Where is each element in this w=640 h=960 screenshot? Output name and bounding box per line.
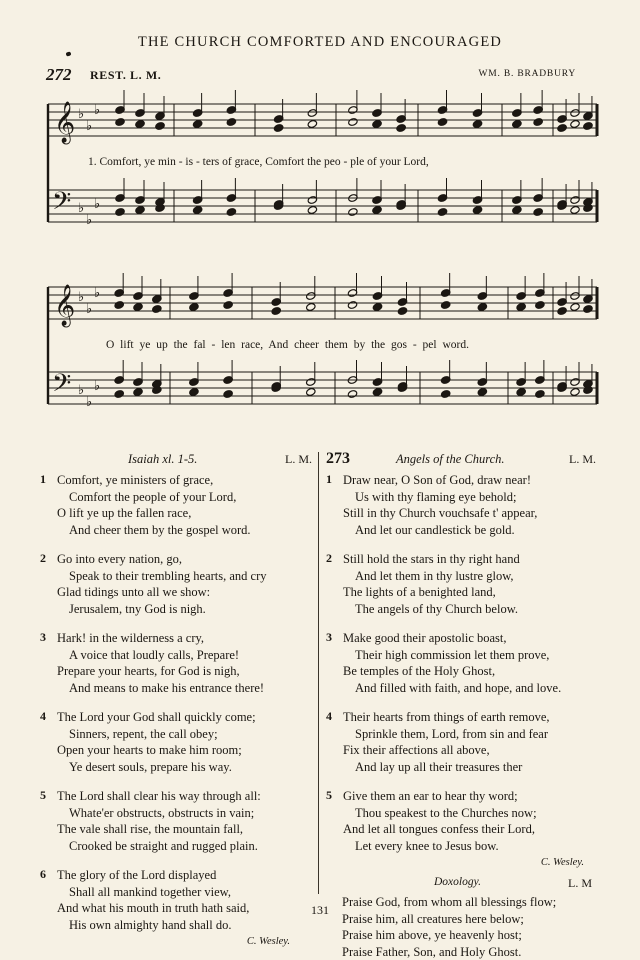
stanza-line: And filled with faith, and hope, and love. [326, 680, 606, 697]
attribution: C. Wesley. [326, 857, 606, 868]
note-head [583, 122, 593, 131]
note-head [306, 303, 316, 312]
note-head [472, 120, 482, 129]
stanza-line: Prepare your hearts, for God is nigh, [40, 663, 312, 680]
hymn-272-text [40, 452, 312, 947]
note-head [273, 124, 283, 133]
attribution: C. Wesley. [40, 936, 312, 947]
note-head [307, 120, 317, 129]
note-head [223, 301, 233, 310]
stanza-line: Jerusalem, tny God is nigh. [40, 601, 312, 618]
stanza-line: Give them an ear to hear thy word; [326, 788, 606, 805]
stanza-number: 5 [326, 788, 332, 803]
stanza-number: 2 [326, 551, 332, 566]
stanza-line: Go into every nation, go, [40, 551, 312, 568]
flat-icon: ♭ [86, 118, 92, 133]
stanza [326, 472, 606, 538]
meter-label: L. M. [569, 452, 596, 467]
note-head [155, 122, 165, 131]
stanza-number: 4 [326, 709, 332, 724]
note-head [583, 305, 593, 314]
note-head [226, 208, 236, 217]
stanza [40, 709, 312, 775]
music-score [0, 0, 640, 440]
hymn-number: 272 [46, 65, 72, 85]
treble-clef-icon: 𝄞 [54, 284, 75, 327]
stanza-line: The vale shall rise, the mountain fall, [40, 821, 312, 838]
note-head [437, 208, 447, 217]
stanza-number: 3 [40, 630, 46, 645]
stanza [40, 472, 312, 538]
flat-icon: ♭ [94, 196, 100, 211]
stanza-line: Open your hearts to make him room; [40, 742, 312, 759]
flat-icon: ♭ [78, 106, 84, 121]
scripture-reference: Isaiah xl. 1-5. [128, 452, 197, 467]
note-head [135, 206, 145, 215]
bass-staff [48, 190, 597, 222]
note-head [512, 206, 522, 215]
stanza-number: 5 [40, 788, 46, 803]
stanza-list [40, 472, 312, 933]
stanza-number: 2 [40, 551, 46, 566]
note-head [226, 118, 236, 127]
text-heading [40, 452, 312, 472]
note-head [348, 208, 358, 217]
bass-clef-icon: 𝄢 [52, 187, 71, 222]
note-head [437, 118, 447, 127]
stanza-line: Us with thy flaming eye behold; [326, 489, 606, 506]
stanza [40, 867, 312, 933]
hymn-273-heading [326, 452, 606, 472]
flat-icon: ♭ [78, 382, 84, 397]
stanza-line: And lay up all their treasures ther [326, 759, 606, 776]
page-number: 131 [0, 903, 640, 918]
composer-name: WM. B. BRADBURY [478, 69, 576, 79]
note-head [557, 124, 567, 133]
note-head [472, 206, 482, 215]
stanza-line: And what his mouth in truth hath said, [40, 900, 312, 917]
stanza-line: And cheer them by the gospel word. [40, 522, 312, 539]
stanza [40, 788, 312, 854]
hymn-title: Angels of the Church. [396, 452, 505, 467]
stanza-line: Whate'er obstructs, obstructs in vain; [40, 805, 312, 822]
stanza-line: Still in thy Church vouchsafe t' appear, [326, 505, 606, 522]
stanza-line: His own almighty hand shall do. [40, 917, 312, 934]
hymn-number: 273 [326, 450, 350, 468]
stanza-line: Their hearts from things of earth remove, [326, 709, 606, 726]
stanza [326, 551, 606, 617]
lyrics-line-1: 1. Comfort, ye min - is - ters of grace, Comfort the peo - ple of your Lord, [88, 156, 429, 168]
stanza-number: 1 [326, 472, 332, 487]
doxology-heading [326, 876, 606, 894]
note-head [440, 301, 450, 310]
stanza-line: Thou speakest to the Churches now; [326, 805, 606, 822]
note-head [189, 303, 199, 312]
stanza-line: The Lord your God shall quickly come; [40, 709, 312, 726]
flat-icon: ♭ [86, 212, 92, 227]
meter-label: L. M. [285, 452, 312, 467]
stanza-number: 3 [326, 630, 332, 645]
stanza [40, 551, 312, 617]
hymn-273-text [326, 452, 606, 960]
stanza-line: Crooked be straight and rugged plain. [40, 838, 312, 855]
note-head [397, 307, 407, 316]
stanza-number: 6 [40, 867, 46, 882]
note-head [347, 301, 357, 310]
stanza [326, 788, 606, 854]
stanza-line: Be temples of the Holy Ghost, [326, 663, 606, 680]
stanza-line: Sinners, repent, the call obey; [40, 726, 312, 743]
stanza-line: Their high commission let them prove, [326, 647, 606, 664]
stanza-number: 4 [40, 709, 46, 724]
stanza-line: Hark! in the wilderness a cry, [40, 630, 312, 647]
note-head [570, 120, 580, 129]
note-head [477, 303, 487, 312]
stanza-line: The Lord shall clear his way through all: [40, 788, 312, 805]
note-head [152, 305, 162, 314]
doxology-line: Praise him above, ye heavenly host; [342, 927, 606, 944]
staff-systems [48, 90, 597, 409]
tune-name: REST. L. M. [90, 68, 161, 83]
note-head [535, 390, 545, 399]
note-head [307, 206, 317, 215]
stanza-line: And let our candlestick be gold. [326, 522, 606, 539]
note-head [115, 118, 125, 127]
section-header: THE CHURCH COMFORTED AND ENCOURAGED [0, 34, 640, 51]
stanza-line: Make good their apostolic boast, [326, 630, 606, 647]
note-head [372, 206, 382, 215]
note-head [133, 388, 143, 397]
note-head [189, 388, 199, 397]
stanza-line: Speak to their trembling hearts, and cry [40, 568, 312, 585]
doxology-line: Praise him, all creatures here below; [342, 911, 606, 928]
stanza-line: Shall all mankind together view, [40, 884, 312, 901]
stanza [326, 630, 606, 696]
treble-staff [48, 287, 597, 319]
note-head [372, 120, 382, 129]
doxology-line: Praise Father, Son, and Holy Ghost. [342, 944, 606, 960]
note-head [192, 120, 202, 129]
note-head [192, 206, 202, 215]
stanza-line: Comfort, ye ministers of grace, [40, 472, 312, 489]
treble-staff [48, 104, 597, 136]
note-head [372, 303, 382, 312]
stanza-line: And means to make his entrance there! [40, 680, 312, 697]
note-head [133, 303, 143, 312]
stanza-number: 1 [40, 472, 46, 487]
stanza-line: Let every knee to Jesus bow. [326, 838, 606, 855]
stanza-line: Comfort the people of your Lord, [40, 489, 312, 506]
stanza-line: Still hold the stars in thy right hand [326, 551, 606, 568]
note-head [115, 208, 125, 217]
note-head [557, 307, 567, 316]
flat-icon: ♭ [86, 394, 92, 409]
doxology-line: Praise God, from whom all blessings flow; [342, 894, 606, 911]
note-head [570, 206, 580, 215]
note-head [306, 388, 316, 397]
stanza-line: Glad tidings unto all we show: [40, 584, 312, 601]
note-head [396, 124, 406, 133]
note-head [516, 388, 526, 397]
column-divider [318, 452, 319, 894]
stanza-line: A voice that loudly calls, Prepare! [40, 647, 312, 664]
stanza [40, 630, 312, 696]
note-head [114, 390, 124, 399]
lyrics-line-2: O lift ye up the fal - len race, And cheer them by the gos - pel word. [106, 339, 469, 351]
stanza-line: O lift ye up the fallen race, [40, 505, 312, 522]
bass-clef-icon: 𝄢 [52, 369, 71, 404]
note-head [372, 388, 382, 397]
note-head [535, 301, 545, 310]
stanza-list [326, 472, 606, 854]
flat-icon: ♭ [94, 102, 100, 117]
stanza-line: And let all tongues confess their Lord, [326, 821, 606, 838]
bass-staff [48, 372, 597, 404]
note-head [533, 208, 543, 217]
treble-clef-icon: 𝄞 [54, 101, 75, 144]
note-head [348, 118, 358, 127]
note-head [347, 390, 357, 399]
note-head [114, 301, 124, 310]
stanza-line: The lights of a benighted land, [326, 584, 606, 601]
stanza-line: Fix their affections all above, [326, 742, 606, 759]
stanza-line: And let them in thy lustre glow, [326, 568, 606, 585]
note-head [512, 120, 522, 129]
stanza-line: Ye desert souls, prepare his way. [40, 759, 312, 776]
stanza [326, 709, 606, 775]
note-head [223, 390, 233, 399]
flat-icon: ♭ [78, 200, 84, 215]
note-head [570, 388, 580, 397]
note-head [135, 120, 145, 129]
note-head [533, 118, 543, 127]
note-head [440, 390, 450, 399]
doxology-title: Doxology. [434, 876, 481, 888]
flat-icon: ♭ [94, 378, 100, 393]
flat-icon: ♭ [94, 285, 100, 300]
meter-label: L. M [568, 876, 592, 891]
flat-icon: ♭ [86, 301, 92, 316]
note-head [570, 303, 580, 312]
note-head [477, 388, 487, 397]
note-head [516, 303, 526, 312]
stanza-line: Sprinkle them, Lord, from sin and fear [326, 726, 606, 743]
note-head [271, 307, 281, 316]
stanza-line: Draw near, O Son of God, draw near! [326, 472, 606, 489]
stanza-line: The angels of thy Church below. [326, 601, 606, 618]
flat-icon: ♭ [78, 289, 84, 304]
stanza-line: The glory of the Lord displayed [40, 867, 312, 884]
